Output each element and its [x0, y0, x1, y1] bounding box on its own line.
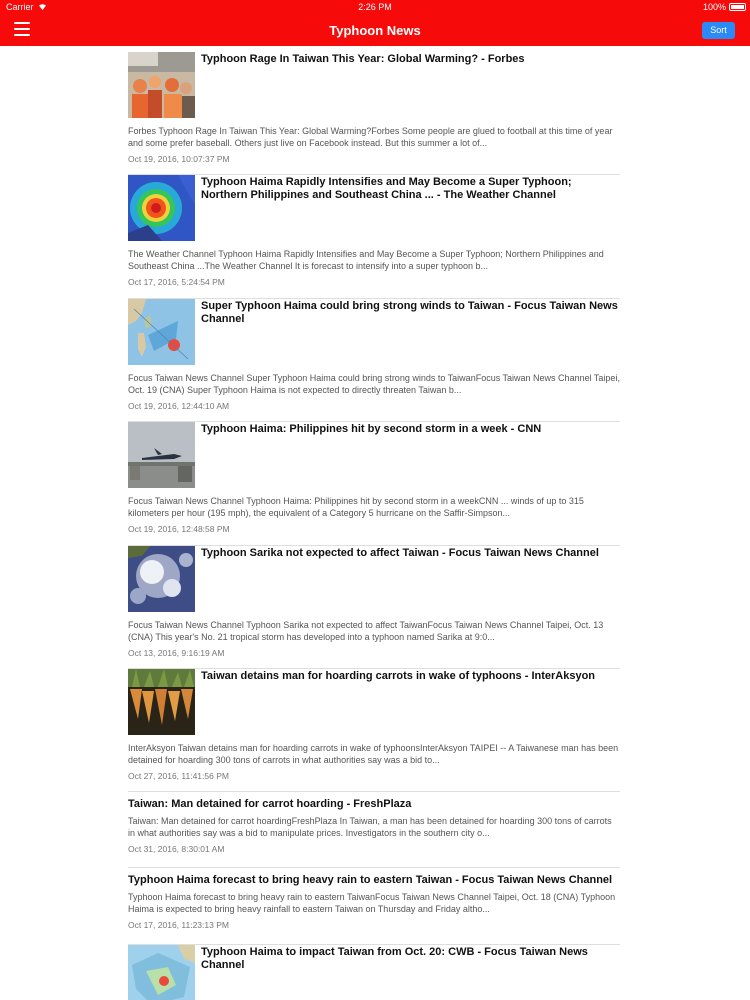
news-item[interactable] [128, 175, 620, 299]
news-title[interactable]: Typhoon Rage In Taiwan This Year: Global Warming? - Forbes [201, 53, 525, 65]
status-bar [0, 0, 750, 14]
news-snippet: Taiwan: Man detained for carrot hoardingFreshPlaza In Taiwan, a man has been detained for hoarding 300 tons of carrots in what authorities say was a bid to manipulate prices. Investigators in the southern city o... [128, 816, 612, 838]
news-title[interactable]: Typhoon Haima: Philippines hit by second storm in a week - CNN [201, 423, 542, 435]
news-thumbnail [128, 299, 195, 365]
news-item[interactable] [128, 422, 620, 546]
news-date: Oct 17, 2016, 5:24:54 PM [128, 277, 225, 287]
news-date: Oct 31, 2016, 8:30:01 AM [128, 844, 225, 854]
news-thumbnail [128, 945, 195, 1000]
news-thumbnail [128, 52, 195, 118]
news-thumbnail [128, 175, 195, 241]
news-snippet: Forbes Typhoon Rage In Taiwan This Year: Global Warming?Forbes Some people are glued to football at this time of year and some prefer baseball. Others just live on Facebook instead. But this summer a lot of... [128, 126, 613, 148]
news-date: Oct 13, 2016, 9:16:19 AM [128, 648, 225, 658]
news-date: Oct 17, 2016, 11:23:13 PM [128, 920, 229, 930]
news-date: Oct 19, 2016, 12:44:10 AM [128, 401, 230, 411]
news-snippet: The Weather Channel Typhoon Haima Rapidly Intensifies and May Become a Super Typhoon; Northern Philippines and Southeast China ...The Weather Channel It is forecast to intensify into a super typhoon b... [128, 249, 604, 271]
news-title[interactable]: Taiwan detains man for hoarding carrots in wake of typhoons - InterAksyon [201, 670, 596, 682]
news-date: Oct 19, 2016, 10:07:37 PM [128, 154, 230, 164]
news-item[interactable] [128, 945, 620, 1000]
news-title[interactable]: Typhoon Sarika not expected to affect Taiwan - Focus Taiwan News Channel [201, 547, 599, 559]
nav-bar [0, 0, 750, 46]
news-item[interactable] [128, 52, 620, 175]
news-snippet: Typhoon Haima forecast to bring heavy rain to eastern TaiwanFocus Taiwan News Channel Taipei, Oct. 18 (CNA) Typhoon Haima is expected to bring heavy rainfall to eastern Taiwan on Thursday and Friday altho... [128, 892, 616, 914]
battery-icon [729, 3, 746, 11]
news-snippet: Focus Taiwan News Channel Typhoon Haima: Philippines hit by second storm in a weekCNN ... winds of up to 315 kilometers per hour (195 mph), the equivalent of a Category 5 hurricane on the Saffir-Simpson... [128, 496, 584, 518]
news-title[interactable]: Super Typhoon Haima could bring strong winds to Taiwan - Focus Taiwan News Channel [201, 300, 618, 325]
news-thumbnail [128, 546, 195, 612]
news-snippet: Focus Taiwan News Channel Typhoon Sarika not expected to affect TaiwanFocus Taiwan News Channel Taipei, Oct. 13 (CNA) This year's No. 21 tropical storm has developed into a typhoon named Sarika at 9:0... [128, 620, 604, 642]
clock: 2:26 PM [358, 2, 392, 12]
news-item[interactable] [128, 874, 620, 945]
news-title[interactable]: Typhoon Haima Rapidly Intensifies and May Become a Super Typhoon; Northern Philippines and Southeast China ... - The Weather Channel [201, 176, 572, 201]
news-item[interactable] [128, 669, 620, 792]
news-item[interactable] [128, 299, 620, 422]
battery-percent: 100% [702, 2, 726, 12]
news-item[interactable] [128, 546, 620, 669]
news-title[interactable]: Typhoon Haima forecast to bring heavy rain to eastern Taiwan - Focus Taiwan News Channel [128, 874, 613, 886]
page-title: Typhoon News [329, 23, 421, 38]
news-item[interactable] [128, 798, 620, 868]
news-list [128, 52, 620, 1000]
sort-button[interactable]: Sort [702, 22, 735, 39]
news-thumbnail [128, 669, 195, 735]
news-thumbnail [128, 422, 195, 488]
carrier-label: Carrier [6, 2, 34, 12]
news-date: Oct 27, 2016, 11:41:56 PM [128, 771, 229, 781]
news-snippet: Focus Taiwan News Channel Super Typhoon Haima could bring strong winds to TaiwanFocus Taiwan News Channel Taipei, Oct. 19 (CNA) Super Typhoon Haima is not expected to directly threaten Taiwan b... [128, 373, 620, 395]
news-date: Oct 19, 2016, 12:48:58 PM [128, 524, 230, 534]
news-title[interactable]: Typhoon Haima to impact Taiwan from Oct. 20: CWB - Focus Taiwan News Channel [201, 946, 588, 971]
news-snippet: InterAksyon Taiwan detains man for hoarding carrots in wake of typhoonsInterAksyon TAIPEI -- A Taiwanese man has been detained for hoarding 300 tons of carrots in what authorities say was a bid to... [128, 743, 619, 765]
news-title[interactable]: Taiwan: Man detained for carrot hoarding - FreshPlaza [128, 798, 412, 810]
